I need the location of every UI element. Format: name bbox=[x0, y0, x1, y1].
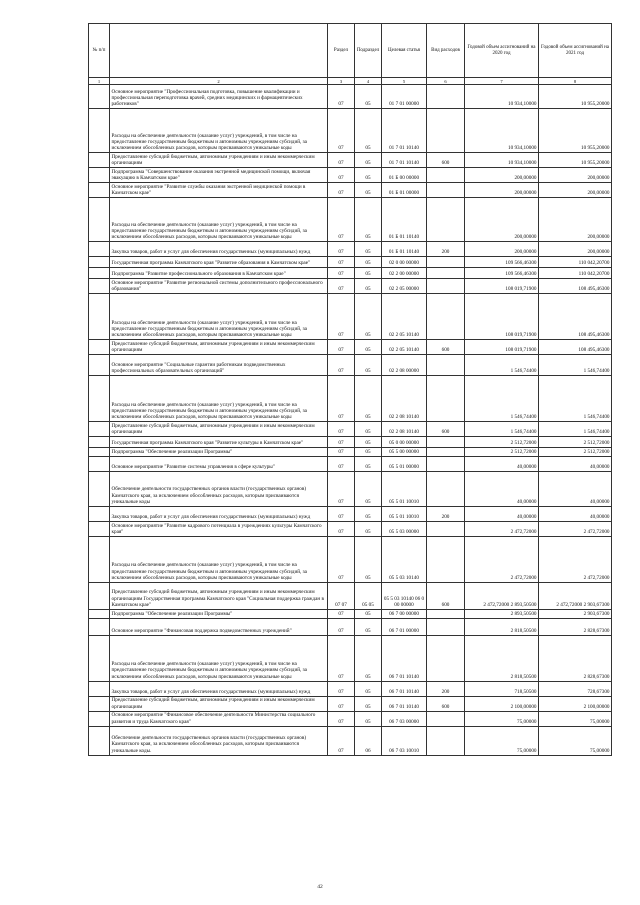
row-subsection-cell: 05 bbox=[355, 294, 382, 340]
column-number: 2 bbox=[110, 78, 328, 85]
row-name-cell: Закупка товаров, работ и услуг для обеспечения государственных (муниципальных) нужд bbox=[110, 681, 328, 696]
row-exp-type-cell bbox=[427, 521, 465, 536]
row-value-2021-cell: 2 512,72000 bbox=[539, 448, 612, 457]
row-num-cell bbox=[89, 536, 110, 582]
row-target-cell: 05 5 00 00000 bbox=[382, 448, 427, 457]
row-value-2020-cell: 40,00000 bbox=[465, 506, 539, 521]
row-num-cell bbox=[89, 506, 110, 521]
row-exp-type-cell bbox=[427, 635, 465, 681]
row-num-cell bbox=[89, 582, 110, 609]
row-value-2021-cell: 2 472,72000 2 903,67300 bbox=[539, 582, 612, 609]
column-number-row bbox=[89, 78, 612, 85]
row-name-cell: Основное мероприятие "Развитие системы управления в сфере культуры" bbox=[110, 456, 328, 471]
row-target-cell: 06 7 00 00000 bbox=[382, 609, 427, 618]
table-row bbox=[89, 183, 612, 198]
row-section-cell: 07 bbox=[328, 696, 355, 711]
row-section-cell: 07 bbox=[328, 257, 355, 268]
row-value-2020-cell: 2 100,00000 bbox=[465, 696, 539, 711]
row-subsection-cell: 05 bbox=[355, 711, 382, 726]
table-row bbox=[89, 471, 612, 506]
row-value-2021-cell: 2 828,67300 bbox=[539, 618, 612, 635]
row-value-2020-cell: 1 546,74400 bbox=[465, 422, 539, 437]
row-name-cell: Предоставление субсидий бюджетным, автономным учреждениям и иным некоммерческим организациям bbox=[110, 340, 328, 355]
row-value-2020-cell: 200,00000 bbox=[465, 183, 539, 198]
table-row bbox=[89, 521, 612, 536]
row-num-cell bbox=[89, 109, 110, 153]
column-number: 4 bbox=[355, 78, 382, 85]
row-value-2020-cell: 200,00000 bbox=[465, 198, 539, 242]
row-num-cell bbox=[89, 456, 110, 471]
row-value-2021-cell: 2 903,67300 bbox=[539, 609, 612, 618]
row-subsection-cell: 05 bbox=[355, 422, 382, 437]
row-value-2021-cell: 110 042,20700 bbox=[539, 268, 612, 279]
row-num-cell bbox=[89, 198, 110, 242]
row-value-2021-cell: 108 495,46300 bbox=[539, 340, 612, 355]
row-target-cell: 02 2 08 10140 bbox=[382, 376, 427, 422]
row-subsection-cell: 05 bbox=[355, 279, 382, 294]
table-row bbox=[89, 696, 612, 711]
row-exp-type-cell bbox=[427, 294, 465, 340]
row-value-2020-cell: 2 818,50500 bbox=[465, 635, 539, 681]
row-name-cell: Подпрограмма "Развитие профессионального образования в Камчатском крае" bbox=[110, 268, 328, 279]
row-num-cell bbox=[89, 257, 110, 268]
row-target-cell: 02 2 08 10140 bbox=[382, 422, 427, 437]
row-value-2021-cell: 728,67300 bbox=[539, 681, 612, 696]
header-name bbox=[110, 24, 328, 78]
row-target-cell: 01 Б 00 00000 bbox=[382, 168, 427, 183]
row-section-cell: 07 bbox=[328, 726, 355, 755]
row-num-cell bbox=[89, 635, 110, 681]
table-row bbox=[89, 536, 612, 582]
column-number: 1 bbox=[89, 78, 110, 85]
row-target-cell: 05 5 01 10010 bbox=[382, 506, 427, 521]
row-name-cell: Обеспечение деятельности государственных органов власти (государственных органов) Камчатского края, за исключением обособленных расходов, которым присваиваются уникальные коды bbox=[110, 471, 328, 506]
row-subsection-cell: 05 bbox=[355, 340, 382, 355]
table-header-row bbox=[89, 24, 612, 78]
table-row bbox=[89, 168, 612, 183]
row-subsection-cell: 05 bbox=[355, 268, 382, 279]
row-target-cell: 01 Б 01 10140 bbox=[382, 198, 427, 242]
row-exp-type-cell bbox=[427, 711, 465, 726]
row-value-2021-cell: 108 495,46300 bbox=[539, 294, 612, 340]
row-value-2020-cell: 718,50500 bbox=[465, 681, 539, 696]
row-subsection-cell: 05 bbox=[355, 437, 382, 448]
row-subsection-cell: 05 bbox=[355, 257, 382, 268]
row-value-2021-cell: 40,00000 bbox=[539, 456, 612, 471]
header-subsection: Подраздел bbox=[355, 24, 382, 78]
row-num-cell bbox=[89, 268, 110, 279]
row-target-cell: 05 5 01 00000 bbox=[382, 456, 427, 471]
row-section-cell: 07 bbox=[328, 456, 355, 471]
table-row bbox=[89, 242, 612, 257]
row-name-cell: Расходы на обеспечение деятельности (оказание услуг) учреждений, в том числе на предоставление государственным бюджетным и автономным учреждениям субсидий, за исключением обособленных расходов, которым присваиваются уникальные коды bbox=[110, 376, 328, 422]
table-row bbox=[89, 422, 612, 437]
row-value-2020-cell: 2 512,72000 bbox=[465, 437, 539, 448]
row-exp-type-cell: 200 bbox=[427, 242, 465, 257]
row-exp-type-cell: 600 bbox=[427, 582, 465, 609]
table-row bbox=[89, 340, 612, 355]
row-exp-type-cell: 200 bbox=[427, 681, 465, 696]
row-value-2021-cell: 200,00000 bbox=[539, 198, 612, 242]
row-name-cell: Основное мероприятие "Развитие кадрового потенциала в учреждениях культуры Камчатского края" bbox=[110, 521, 328, 536]
row-section-cell: 07 bbox=[328, 376, 355, 422]
row-value-2020-cell: 108 019,71900 bbox=[465, 294, 539, 340]
row-name-cell: Основное мероприятие "Профессиональная подготовка, повышение квалификации и профессиональная переподготовка врачей, средних медицинских и фармацевтических работников" bbox=[110, 85, 328, 109]
row-num-cell bbox=[89, 279, 110, 294]
row-name-cell: Закупка товаров, работ и услуг для обеспечения государственных (муниципальных) нужд bbox=[110, 242, 328, 257]
row-target-cell: 05 5 03 10140 06 0 00 00000 bbox=[382, 582, 427, 609]
table-row bbox=[89, 681, 612, 696]
row-section-cell: 07 bbox=[328, 618, 355, 635]
row-section-cell: 07 bbox=[328, 294, 355, 340]
table-row bbox=[89, 711, 612, 726]
row-subsection-cell: 05 bbox=[355, 198, 382, 242]
table-row bbox=[89, 635, 612, 681]
row-section-cell: 07 bbox=[328, 153, 355, 168]
row-exp-type-cell bbox=[427, 618, 465, 635]
row-exp-type-cell bbox=[427, 609, 465, 618]
table-row bbox=[89, 506, 612, 521]
header-year-2020: Годовой объем ассигнований на 2020 год bbox=[465, 24, 539, 78]
row-section-cell: 07 bbox=[328, 609, 355, 618]
row-name-cell: Основное мероприятие "Развитие региональной системы дополнительного профессионального образования" bbox=[110, 279, 328, 294]
row-num-cell bbox=[89, 340, 110, 355]
row-value-2021-cell: 40,00000 bbox=[539, 471, 612, 506]
table-row bbox=[89, 85, 612, 109]
row-num-cell bbox=[89, 696, 110, 711]
row-name-cell: Подпрограмма "Обеспечение реализации Программы" bbox=[110, 609, 328, 618]
row-name-cell: Государственная программа Камчатского края "Развитие образования в Камчатском крае" bbox=[110, 257, 328, 268]
table-row bbox=[89, 448, 612, 457]
row-section-cell: 07 bbox=[328, 340, 355, 355]
row-value-2020-cell: 40,00000 bbox=[465, 471, 539, 506]
row-value-2020-cell: 2 818,50500 bbox=[465, 618, 539, 635]
row-target-cell: 05 5 03 00000 bbox=[382, 521, 427, 536]
row-value-2020-cell: 10 934,10000 bbox=[465, 153, 539, 168]
row-num-cell bbox=[89, 422, 110, 437]
row-value-2021-cell: 1 546,74400 bbox=[539, 422, 612, 437]
row-name-cell: Основное мероприятие "Развитие службы оказания экстренной медицинской помощи в Камчатском крае" bbox=[110, 183, 328, 198]
row-target-cell: 06 7 03 10010 bbox=[382, 726, 427, 755]
row-name-cell: Предоставление субсидий бюджетным, автономным учреждениям и иным некоммерческим организациям bbox=[110, 422, 328, 437]
row-value-2021-cell: 10 955,20000 bbox=[539, 85, 612, 109]
row-subsection-cell: 05 bbox=[355, 681, 382, 696]
row-value-2020-cell: 108 019,71900 bbox=[465, 340, 539, 355]
row-exp-type-cell bbox=[427, 279, 465, 294]
row-target-cell: 01 Б 01 00000 bbox=[382, 183, 427, 198]
row-num-cell bbox=[89, 85, 110, 109]
row-subsection-cell: 05 bbox=[355, 521, 382, 536]
row-exp-type-cell: 600 bbox=[427, 422, 465, 437]
row-value-2020-cell: 1 546,74400 bbox=[465, 355, 539, 376]
row-value-2020-cell: 10 934,10000 bbox=[465, 109, 539, 153]
header-num: № п/п bbox=[89, 24, 110, 78]
row-exp-type-cell bbox=[427, 198, 465, 242]
row-value-2020-cell: 40,00000 bbox=[465, 456, 539, 471]
row-name-cell: Закупка товаров, работ и услуг для обеспечения государственных (муниципальных) нужд bbox=[110, 506, 328, 521]
row-exp-type-cell bbox=[427, 355, 465, 376]
row-value-2021-cell: 2 472,72000 bbox=[539, 536, 612, 582]
table-row bbox=[89, 726, 612, 755]
row-num-cell bbox=[89, 437, 110, 448]
row-name-cell: Подпрограмма "Обеспечение реализации Программы" bbox=[110, 448, 328, 457]
table-row bbox=[89, 618, 612, 635]
row-num-cell bbox=[89, 153, 110, 168]
row-exp-type-cell bbox=[427, 109, 465, 153]
row-target-cell: 06 7 01 10140 bbox=[382, 696, 427, 711]
row-section-cell: 07 bbox=[328, 109, 355, 153]
row-section-cell: 07 bbox=[328, 168, 355, 183]
row-target-cell: 02 2 00 00000 bbox=[382, 268, 427, 279]
row-value-2020-cell: 2 893,50500 bbox=[465, 609, 539, 618]
row-subsection-cell: 05 bbox=[355, 609, 382, 618]
row-exp-type-cell: 600 bbox=[427, 340, 465, 355]
row-value-2020-cell: 200,00000 bbox=[465, 168, 539, 183]
row-section-cell: 07 07 bbox=[328, 582, 355, 609]
row-value-2020-cell: 108 019,71900 bbox=[465, 279, 539, 294]
row-value-2021-cell: 200,00000 bbox=[539, 168, 612, 183]
row-section-cell: 07 bbox=[328, 279, 355, 294]
row-section-cell: 07 bbox=[328, 506, 355, 521]
row-value-2020-cell: 2 512,72000 bbox=[465, 448, 539, 457]
row-value-2021-cell: 2 472,72000 bbox=[539, 521, 612, 536]
table-row bbox=[89, 268, 612, 279]
row-target-cell: 06 7 01 10140 bbox=[382, 681, 427, 696]
row-section-cell: 07 bbox=[328, 437, 355, 448]
row-value-2021-cell: 108 495,46300 bbox=[539, 279, 612, 294]
row-subsection-cell: 05 bbox=[355, 376, 382, 422]
row-target-cell: 02 2 05 10140 bbox=[382, 340, 427, 355]
row-name-cell: Подпрограмма "Совершенствование оказания экстренной медицинской помощи, включая эвакуацию в Камчатском крае" bbox=[110, 168, 328, 183]
table-row bbox=[89, 376, 612, 422]
row-subsection-cell: 05 bbox=[355, 536, 382, 582]
row-name-cell: Расходы на обеспечение деятельности (оказание услуг) учреждений, в том числе на предоставление государственным бюджетным и автономным учреждениям субсидий, за исключением обособленных расходов, которым присваиваются уникальные коды bbox=[110, 536, 328, 582]
row-section-cell: 07 bbox=[328, 422, 355, 437]
row-exp-type-cell bbox=[427, 456, 465, 471]
row-exp-type-cell bbox=[427, 376, 465, 422]
row-value-2021-cell: 10 955,20000 bbox=[539, 153, 612, 168]
row-exp-type-cell bbox=[427, 471, 465, 506]
row-name-cell: Расходы на обеспечение деятельности (оказание услуг) учреждений, в том числе на предоставление государственным бюджетным и автономным учреждениям субсидий, за исключением обособленных расходов, которым присваиваются уникальные коды bbox=[110, 635, 328, 681]
column-number: 7 bbox=[465, 78, 539, 85]
row-name-cell: Предоставление субсидий бюджетным, автономным учреждениям и иным некоммерческим организациям bbox=[110, 696, 328, 711]
row-subsection-cell: 05 bbox=[355, 506, 382, 521]
row-exp-type-cell bbox=[427, 437, 465, 448]
row-num-cell bbox=[89, 618, 110, 635]
row-section-cell: 07 bbox=[328, 198, 355, 242]
row-subsection-cell: 05 bbox=[355, 696, 382, 711]
row-value-2021-cell: 75,00000 bbox=[539, 726, 612, 755]
table-row bbox=[89, 279, 612, 294]
row-section-cell: 07 bbox=[328, 448, 355, 457]
row-value-2021-cell: 110 042,20700 bbox=[539, 257, 612, 268]
table-row bbox=[89, 582, 612, 609]
header-section: Раздел bbox=[328, 24, 355, 78]
row-num-cell bbox=[89, 242, 110, 257]
row-exp-type-cell bbox=[427, 168, 465, 183]
row-exp-type-cell bbox=[427, 183, 465, 198]
row-name-cell: Предоставление субсидий бюджетным, автономным учреждениям и иным некоммерческим организациям bbox=[110, 153, 328, 168]
row-subsection-cell: 05 bbox=[355, 168, 382, 183]
row-num-cell bbox=[89, 355, 110, 376]
row-target-cell: 02 2 08 00000 bbox=[382, 355, 427, 376]
row-name-cell: Основное мероприятие "Финансовое обеспечение деятельности Министерства социального развития и труда Камчатского края" bbox=[110, 711, 328, 726]
row-target-cell: 06 7 01 10140 bbox=[382, 635, 427, 681]
row-num-cell bbox=[89, 183, 110, 198]
row-target-cell: 05 5 03 10140 bbox=[382, 536, 427, 582]
row-exp-type-cell: 200 bbox=[427, 506, 465, 521]
table-row bbox=[89, 355, 612, 376]
row-name-cell: Расходы на обеспечение деятельности (оказание услуг) учреждений, в том числе на предоставление государственным бюджетным и автономным учреждениям субсидий, за исключением обособленных расходов, которым присваиваются уникальные коды bbox=[110, 198, 328, 242]
row-value-2021-cell: 40,00000 bbox=[539, 506, 612, 521]
row-num-cell bbox=[89, 471, 110, 506]
row-exp-type-cell bbox=[427, 257, 465, 268]
column-number: 6 bbox=[427, 78, 465, 85]
row-value-2020-cell: 75,00000 bbox=[465, 726, 539, 755]
row-section-cell: 07 bbox=[328, 242, 355, 257]
row-value-2020-cell: 109 566,46300 bbox=[465, 257, 539, 268]
row-exp-type-cell bbox=[427, 85, 465, 109]
table-row bbox=[89, 456, 612, 471]
row-target-cell: 02 0 00 00000 bbox=[382, 257, 427, 268]
row-num-cell bbox=[89, 609, 110, 618]
page-number: 42 bbox=[317, 884, 323, 890]
row-section-cell: 07 bbox=[328, 471, 355, 506]
row-value-2020-cell: 1 546,74400 bbox=[465, 376, 539, 422]
row-value-2020-cell: 75,00000 bbox=[465, 711, 539, 726]
row-exp-type-cell: 600 bbox=[427, 696, 465, 711]
row-target-cell: 06 7 01 00000 bbox=[382, 618, 427, 635]
row-value-2021-cell: 200,00000 bbox=[539, 242, 612, 257]
row-name-cell: Обеспечение деятельности государственных органов власти (государственных органов) Камчатского края, за исключением обособленных расходов, которым присваиваются уникальные коды. bbox=[110, 726, 328, 755]
row-num-cell bbox=[89, 376, 110, 422]
row-target-cell: 01 7 01 10140 bbox=[382, 153, 427, 168]
row-value-2021-cell: 75,00000 bbox=[539, 711, 612, 726]
row-value-2020-cell: 109 566,46300 bbox=[465, 268, 539, 279]
table-row bbox=[89, 109, 612, 153]
row-target-cell: 05 5 01 10010 bbox=[382, 471, 427, 506]
row-subsection-cell: 05 bbox=[355, 355, 382, 376]
row-value-2020-cell: 10 934,10000 bbox=[465, 85, 539, 109]
table-row bbox=[89, 198, 612, 242]
row-target-cell: 01 Б 01 10140 bbox=[382, 242, 427, 257]
row-num-cell bbox=[89, 726, 110, 755]
header-target: Целевая статья bbox=[382, 24, 427, 78]
row-name-cell: Предоставление субсидий бюджетным, автономным учреждениям и иным некоммерческим организациям Государственная программа Камчатского края "Социальная поддержка граждан в Камчатском крае" bbox=[110, 582, 328, 609]
row-value-2021-cell: 10 955,20000 bbox=[539, 109, 612, 153]
row-exp-type-cell bbox=[427, 536, 465, 582]
row-section-cell: 07 bbox=[328, 635, 355, 681]
budget-allocation-table bbox=[88, 23, 612, 756]
row-subsection-cell: 06 bbox=[355, 726, 382, 755]
column-number: 8 bbox=[539, 78, 612, 85]
row-num-cell bbox=[89, 294, 110, 340]
header-year-2021: Годовой объем ассигнований на 2021 год bbox=[539, 24, 612, 78]
table-row bbox=[89, 609, 612, 618]
row-name-cell: Основное мероприятие "Социальные гарантии работникам подведомственных профессиональных образовательных организаций" bbox=[110, 355, 328, 376]
header-exp-type: Вид расходов bbox=[427, 24, 465, 78]
row-subsection-cell: 05 bbox=[355, 109, 382, 153]
row-value-2021-cell: 2 512,72000 bbox=[539, 437, 612, 448]
row-section-cell: 07 bbox=[328, 355, 355, 376]
row-exp-type-cell bbox=[427, 726, 465, 755]
row-subsection-cell: 05 05 bbox=[355, 582, 382, 609]
row-value-2020-cell: 2 472,72000 bbox=[465, 536, 539, 582]
table-row bbox=[89, 257, 612, 268]
row-num-cell bbox=[89, 448, 110, 457]
row-value-2020-cell: 2 472,72000 2 893,50500 bbox=[465, 582, 539, 609]
column-number: 3 bbox=[328, 78, 355, 85]
row-name-cell: Основное мероприятие "Финансовая поддержка подведомственных учреждений" bbox=[110, 618, 328, 635]
table-row bbox=[89, 153, 612, 168]
row-subsection-cell: 05 bbox=[355, 635, 382, 681]
row-target-cell: 06 7 03 00000 bbox=[382, 711, 427, 726]
row-exp-type-cell: 600 bbox=[427, 153, 465, 168]
row-subsection-cell: 05 bbox=[355, 456, 382, 471]
row-subsection-cell: 05 bbox=[355, 618, 382, 635]
column-number: 5 bbox=[382, 78, 427, 85]
row-section-cell: 07 bbox=[328, 183, 355, 198]
row-value-2020-cell: 200,00000 bbox=[465, 242, 539, 257]
row-subsection-cell: 05 bbox=[355, 183, 382, 198]
row-target-cell: 02 2 05 00000 bbox=[382, 279, 427, 294]
row-value-2021-cell: 2 828,67300 bbox=[539, 635, 612, 681]
row-section-cell: 07 bbox=[328, 681, 355, 696]
table-row bbox=[89, 437, 612, 448]
row-value-2020-cell: 2 472,72000 bbox=[465, 521, 539, 536]
row-subsection-cell: 05 bbox=[355, 242, 382, 257]
row-subsection-cell: 05 bbox=[355, 85, 382, 109]
row-exp-type-cell bbox=[427, 268, 465, 279]
row-section-cell: 07 bbox=[328, 521, 355, 536]
row-name-cell: Расходы на обеспечение деятельности (оказание услуг) учреждений, в том числе на предоставление государственным бюджетным и автономным учреждениям субсидий, за исключением обособленных расходов, которым присваиваются уникальные коды bbox=[110, 109, 328, 153]
row-num-cell bbox=[89, 681, 110, 696]
row-exp-type-cell bbox=[427, 448, 465, 457]
row-num-cell bbox=[89, 521, 110, 536]
table-row bbox=[89, 294, 612, 340]
row-value-2021-cell: 1 546,74400 bbox=[539, 355, 612, 376]
row-section-cell: 07 bbox=[328, 268, 355, 279]
row-name-cell: Расходы на обеспечение деятельности (оказание услуг) учреждений, в том числе на предоставление государственным бюджетным и автономным учреждениям субсидий, за исключением обособленных расходов, которым присваиваются уникальные коды bbox=[110, 294, 328, 340]
row-num-cell bbox=[89, 168, 110, 183]
row-value-2021-cell: 1 546,74400 bbox=[539, 376, 612, 422]
row-subsection-cell: 05 bbox=[355, 471, 382, 506]
row-section-cell: 07 bbox=[328, 536, 355, 582]
row-target-cell: 01 7 01 10140 bbox=[382, 109, 427, 153]
row-value-2021-cell: 2 100,00000 bbox=[539, 696, 612, 711]
row-value-2021-cell: 200,00000 bbox=[539, 183, 612, 198]
row-target-cell: 01 7 01 00000 bbox=[382, 85, 427, 109]
row-target-cell: 05 0 00 00000 bbox=[382, 437, 427, 448]
row-subsection-cell: 05 bbox=[355, 448, 382, 457]
row-subsection-cell: 05 bbox=[355, 153, 382, 168]
row-target-cell: 02 2 05 10140 bbox=[382, 294, 427, 340]
row-section-cell: 07 bbox=[328, 711, 355, 726]
row-name-cell: Государственная программа Камчатского края "Развитие культуры в Камчатском крае" bbox=[110, 437, 328, 448]
row-num-cell bbox=[89, 711, 110, 726]
row-section-cell: 07 bbox=[328, 85, 355, 109]
